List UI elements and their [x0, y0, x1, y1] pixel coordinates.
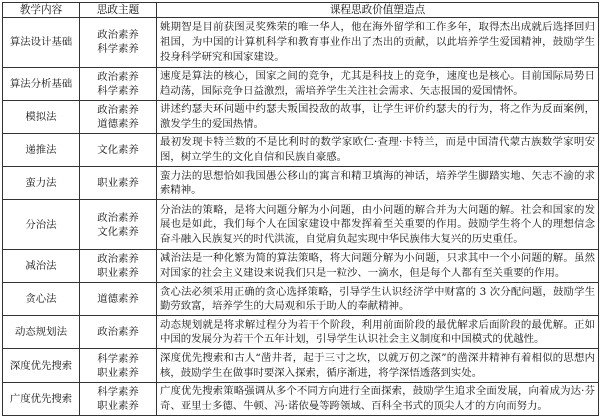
- theme-label: 政治素养: [97, 70, 139, 83]
- value-point-cell: 减治法是一种化繁为简的算法策略，将大问题分解为小问题，只求其中一个小问题的解。虽然对国家的社会主义建设来说我们只是一粒沙、一滴水，但是每个人都有至关重要的作用。: [157, 249, 599, 282]
- teaching-content-cell: 分治法: [3, 200, 80, 250]
- table-row: [3, 67, 599, 100]
- teaching-content-cell: 递推法: [3, 133, 80, 166]
- theme-label: 政治素养: [97, 29, 139, 42]
- course-ideology-table: [2, 2, 599, 416]
- table-header-row: [3, 3, 599, 18]
- theme-label: 政治素养: [97, 211, 139, 224]
- value-point-cell: 动态规划就是将求解过程分为若干个阶段，利用前面阶段的最优解求后面阶段的最优解。正如中国的发展分为若干个五年计划，引导学生认识社会主义制度和中国模式的优越性。: [157, 316, 599, 349]
- teaching-content-cell: 贪心法: [3, 283, 80, 316]
- table-row: [3, 249, 599, 282]
- ideology-theme-cell: [80, 316, 157, 349]
- value-point-cell: 讲述约瑟夫环问题中约瑟夫叛国投敌的故事，让学生评价约瑟夫的行为，将之作为反面案例，激发学生的爱国热情。: [157, 100, 599, 133]
- theme-label: 职业素养: [97, 177, 139, 190]
- table-row: [3, 200, 599, 250]
- theme-label: 职业素养: [97, 399, 139, 412]
- value-point-cell: 贪心法必须采用正确的贪心选择策略，引导学生认识经济学中财富的 3 次分配问题，鼓励学生勤劳致富，培养学生的大局观和乐于助人的奉献精神。: [157, 283, 599, 316]
- theme-label: 科学素养: [97, 352, 139, 365]
- theme-label: 文化素养: [97, 144, 139, 157]
- table-row: [3, 382, 599, 415]
- header-value-points: 课程思政价值塑造点: [157, 3, 599, 18]
- table-row: [3, 133, 599, 166]
- table-row: [3, 283, 599, 316]
- theme-label: 政治素养: [97, 326, 139, 339]
- ideology-theme-cell: [80, 200, 157, 250]
- theme-label: 科学素养: [97, 84, 139, 97]
- header-ideology-theme: 思政主题: [80, 3, 157, 18]
- value-point-cell: 深度优先搜索和古人“凿井者，起于三寸之坎，以就万仞之深”的凿深井精神有着相似的思想内核，鼓励学生在做事时要深入探索，循序渐进，将学深悟透落到实处。: [157, 349, 599, 382]
- theme-label: 道德素养: [97, 293, 139, 306]
- header-teaching-content: 教学内容: [3, 3, 80, 18]
- teaching-content-cell: 蛮力法: [3, 167, 80, 200]
- value-point-cell: 姚期智是目前获图灵奖殊荣的唯一华人，他在海外留学和工作多年，取得杰出成就后选择回归祖国，为中国的计算机科学和教育事业作出了杰出的贡献，以此培养学生爱国精神，鼓励学生投身科学研究和国家建设。: [157, 18, 599, 68]
- theme-label: 职业素养: [97, 266, 139, 279]
- teaching-content-cell: 算法设计基础: [3, 18, 80, 68]
- value-point-cell: 最初发现卡特兰数的不是比利时的数学家欧仁·查理·卡特兰，而是中国清代蒙古族数学家明安图，树立学生的文化自信和民族自豪感。: [157, 133, 599, 166]
- theme-label: 政治素养: [97, 252, 139, 265]
- teaching-content-cell: 动态规划法: [3, 316, 80, 349]
- theme-label: 科学素养: [97, 43, 139, 56]
- value-point-cell: 分治法的策略，是将大问题分解为小问题，由小问题的解合并为大问题的解。社会和国家的发展也是如此，我们每个人在国家建设中都发挥着至关重要的作用。鼓励学生将个人的理想信念奋斗融入民族复兴的时代洪流，自觉肩负起实现中华民族伟大复兴的历史重任。: [157, 200, 599, 250]
- theme-label: 科学素养: [97, 385, 139, 398]
- ideology-theme-cell: [80, 18, 157, 68]
- teaching-content-cell: 模拟法: [3, 100, 80, 133]
- ideology-theme-cell: [80, 100, 157, 133]
- ideology-theme-cell: [80, 382, 157, 415]
- value-point-cell: 蛮力法的思想恰如我国愚公移山的寓言和精卫填海的神话，培养学生脚踏实地、矢志不渝的求索精神。: [157, 167, 599, 200]
- ideology-theme-cell: [80, 283, 157, 316]
- table-row: [3, 349, 599, 382]
- theme-label: 职业素养: [97, 366, 139, 379]
- theme-label: 道德素养: [97, 117, 139, 130]
- value-point-cell: 广度优先搜索策略强调从多个不同方向进行全面探索，鼓励学生追求全面发展，向着成为达·芬奇、亚里士多德、牛顿、冯·诺依曼等跨领域、百科全书式的顶尖人才的方向而努力。: [157, 382, 599, 415]
- table-row: [3, 100, 599, 133]
- teaching-content-cell: 算法分析基础: [3, 67, 80, 100]
- ideology-theme-cell: [80, 249, 157, 282]
- value-point-cell: 速度是算法的核心，国家之间的竞争，尤其是科技上的竞争，速度也是核心。目前国际局势日趋动荡，国际竞争日益激烈，需培养学生关注社会需求、矢志报国的爱国情怀。: [157, 67, 599, 100]
- ideology-theme-cell: [80, 349, 157, 382]
- table-row: [3, 18, 599, 68]
- ideology-theme-cell: [80, 167, 157, 200]
- theme-label: 文化素养: [97, 225, 139, 238]
- teaching-content-cell: 减治法: [3, 249, 80, 282]
- ideology-theme-cell: [80, 133, 157, 166]
- teaching-content-cell: 深度优先搜索: [3, 349, 80, 382]
- table-row: [3, 316, 599, 349]
- teaching-content-cell: 广度优先搜索: [3, 382, 80, 415]
- theme-label: 政治素养: [97, 103, 139, 116]
- ideology-theme-cell: [80, 67, 157, 100]
- table-row: [3, 167, 599, 200]
